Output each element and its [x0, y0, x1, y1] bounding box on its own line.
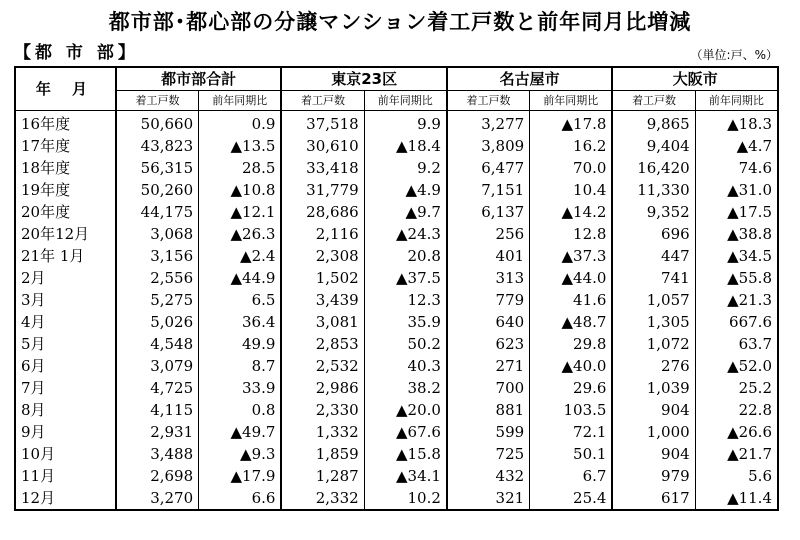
yoy-cell: 12.3: [364, 289, 447, 311]
table-row: [15, 289, 778, 311]
starts-cell: 1,039: [612, 377, 695, 399]
starts-cell: 2,853: [281, 333, 364, 355]
starts-cell: 11,330: [612, 179, 695, 201]
yoy-cell: 0.9: [199, 111, 282, 136]
starts-cell: 28,686: [281, 201, 364, 223]
starts-cell: 3,488: [116, 443, 199, 465]
yoy-cell: ▲34.5: [695, 245, 778, 267]
yoy-header: 前年同期比: [364, 91, 447, 111]
table-row: [15, 201, 778, 223]
yoy-cell: 50.2: [364, 333, 447, 355]
starts-cell: 904: [612, 443, 695, 465]
starts-cell: 30,610: [281, 135, 364, 157]
starts-cell: 31,779: [281, 179, 364, 201]
starts-cell: 9,352: [612, 201, 695, 223]
table-row: [15, 179, 778, 201]
starts-cell: 2,308: [281, 245, 364, 267]
yoy-cell: 49.9: [199, 333, 282, 355]
yoy-cell: 9.2: [364, 157, 447, 179]
table-row: [15, 111, 778, 136]
table-row: [15, 377, 778, 399]
table-body: [15, 111, 778, 511]
yoy-cell: ▲12.1: [199, 201, 282, 223]
starts-cell: 1,287: [281, 465, 364, 487]
starts-cell: 9,404: [612, 135, 695, 157]
period-cell: 20年12月: [21, 225, 90, 243]
yoy-cell: ▲9.3: [199, 443, 282, 465]
yoy-cell: 25.4: [530, 487, 613, 510]
starts-cell: 50,260: [116, 179, 199, 201]
period-cell: 10月: [21, 445, 56, 463]
yoy-cell: ▲18.3: [695, 111, 778, 136]
starts-header: 着工戸数: [116, 91, 199, 111]
starts-cell: 6,477: [447, 157, 530, 179]
starts-cell: 1,072: [612, 333, 695, 355]
yoy-cell: 29.6: [530, 377, 613, 399]
period-cell: 3月: [21, 291, 46, 309]
yoy-cell: 40.3: [364, 355, 447, 377]
yoy-cell: ▲38.8: [695, 223, 778, 245]
yoy-cell: 41.6: [530, 289, 613, 311]
starts-cell: 3,156: [116, 245, 199, 267]
starts-cell: 16,420: [612, 157, 695, 179]
yoy-cell: ▲17.9: [199, 465, 282, 487]
starts-cell: 4,725: [116, 377, 199, 399]
yoy-cell: 9.9: [364, 111, 447, 136]
page-title: 都市部･都心部の分譲マンション着工戸数と前年同月比増減: [108, 10, 692, 34]
table-row: [15, 223, 778, 245]
period-cell: 2月: [21, 269, 46, 287]
starts-cell: 1,305: [612, 311, 695, 333]
starts-cell: 725: [447, 443, 530, 465]
yoy-cell: 10.4: [530, 179, 613, 201]
yoy-cell: ▲37.3: [530, 245, 613, 267]
starts-cell: 2,116: [281, 223, 364, 245]
yoy-cell: ▲17.5: [695, 201, 778, 223]
starts-cell: 3,270: [116, 487, 199, 510]
table-row: [15, 487, 778, 510]
yoy-cell: ▲52.0: [695, 355, 778, 377]
yoy-cell: ▲24.3: [364, 223, 447, 245]
section-label: 【都 市 部】: [14, 43, 139, 63]
table-row: [15, 465, 778, 487]
yoy-cell: ▲20.0: [364, 399, 447, 421]
starts-cell: 321: [447, 487, 530, 510]
yoy-cell: 22.8: [695, 399, 778, 421]
starts-cell: 432: [447, 465, 530, 487]
starts-cell: 2,986: [281, 377, 364, 399]
starts-cell: 1,057: [612, 289, 695, 311]
table-row: [15, 355, 778, 377]
starts-cell: 5,026: [116, 311, 199, 333]
table-row: [15, 399, 778, 421]
starts-cell: 276: [612, 355, 695, 377]
starts-cell: 43,823: [116, 135, 199, 157]
yoy-cell: 72.1: [530, 421, 613, 443]
yoy-cell: ▲34.1: [364, 465, 447, 487]
table-row: [15, 333, 778, 355]
period-cell: 11月: [21, 467, 56, 485]
table-row: [15, 135, 778, 157]
starts-cell: 3,809: [447, 135, 530, 157]
yoy-cell: ▲40.0: [530, 355, 613, 377]
starts-cell: 2,330: [281, 399, 364, 421]
starts-cell: 56,315: [116, 157, 199, 179]
starts-cell: 1,000: [612, 421, 695, 443]
period-cell: 19年度: [21, 181, 71, 199]
starts-cell: 7,151: [447, 179, 530, 201]
yoy-cell: ▲9.7: [364, 201, 447, 223]
starts-cell: 37,518: [281, 111, 364, 136]
starts-cell: 700: [447, 377, 530, 399]
starts-cell: 2,698: [116, 465, 199, 487]
period-cell: 21年 1月: [21, 247, 85, 265]
yoy-cell: 33.9: [199, 377, 282, 399]
yoy-cell: ▲26.3: [199, 223, 282, 245]
region-header-osaka: 大阪市: [612, 67, 778, 91]
period-cell: 20年度: [21, 203, 71, 221]
starts-cell: 3,277: [447, 111, 530, 136]
yoy-cell: 10.2: [364, 487, 447, 510]
yoy-cell: 38.2: [364, 377, 447, 399]
yoy-cell: ▲14.2: [530, 201, 613, 223]
table-row: [15, 267, 778, 289]
table-row: [15, 443, 778, 465]
starts-cell: 2,931: [116, 421, 199, 443]
starts-cell: 881: [447, 399, 530, 421]
yoy-cell: 70.0: [530, 157, 613, 179]
region-header-urban-total: 都市部合計: [116, 67, 282, 91]
period-cell: 16年度: [21, 115, 71, 133]
yoy-cell: ▲4.9: [364, 179, 447, 201]
yoy-cell: ▲15.8: [364, 443, 447, 465]
yoy-cell: ▲67.6: [364, 421, 447, 443]
period-cell: 9月: [21, 423, 46, 441]
starts-cell: 256: [447, 223, 530, 245]
yoy-cell: 6.5: [199, 289, 282, 311]
yoy-cell: 28.5: [199, 157, 282, 179]
period-cell: 18年度: [21, 159, 71, 177]
yoy-cell: ▲4.7: [695, 135, 778, 157]
starts-cell: 640: [447, 311, 530, 333]
yoy-cell: 25.2: [695, 377, 778, 399]
yoy-cell: ▲21.3: [695, 289, 778, 311]
yoy-cell: 35.9: [364, 311, 447, 333]
yoy-header: 前年同期比: [695, 91, 778, 111]
starts-cell: 779: [447, 289, 530, 311]
starts-cell: 271: [447, 355, 530, 377]
starts-cell: 2,532: [281, 355, 364, 377]
starts-cell: 904: [612, 399, 695, 421]
table-row: [15, 157, 778, 179]
yoy-cell: 103.5: [530, 399, 613, 421]
header-row-regions: [15, 67, 778, 91]
yoy-cell: 12.8: [530, 223, 613, 245]
housing-starts-table: [14, 66, 779, 511]
period-cell: 4月: [21, 313, 46, 331]
starts-cell: 3,081: [281, 311, 364, 333]
unit-note: （単位:戸、%）: [690, 48, 778, 62]
starts-cell: 2,332: [281, 487, 364, 510]
yoy-header: 前年同期比: [530, 91, 613, 111]
yoy-cell: 20.8: [364, 245, 447, 267]
region-header-nagoya: 名古屋市: [447, 67, 613, 91]
yoy-cell: ▲21.7: [695, 443, 778, 465]
period-cell: 8月: [21, 401, 46, 419]
yoy-cell: ▲55.8: [695, 267, 778, 289]
yoy-cell: ▲31.0: [695, 179, 778, 201]
table-row: [15, 245, 778, 267]
yoy-header: 前年同期比: [199, 91, 282, 111]
region-header-tokyo23: 東京23区: [281, 67, 447, 91]
period-cell: 5月: [21, 335, 46, 353]
yoy-cell: ▲11.4: [695, 487, 778, 510]
starts-cell: 44,175: [116, 201, 199, 223]
starts-cell: 599: [447, 421, 530, 443]
starts-cell: 9,865: [612, 111, 695, 136]
starts-cell: 3,079: [116, 355, 199, 377]
yoy-cell: 0.8: [199, 399, 282, 421]
starts-cell: 6,137: [447, 201, 530, 223]
yoy-cell: ▲44.9: [199, 267, 282, 289]
yoy-cell: ▲44.0: [530, 267, 613, 289]
yoy-cell: 50.1: [530, 443, 613, 465]
starts-cell: 2,556: [116, 267, 199, 289]
year-month-header: 年 月: [15, 67, 116, 111]
yoy-cell: ▲26.6: [695, 421, 778, 443]
starts-cell: 33,418: [281, 157, 364, 179]
starts-cell: 401: [447, 245, 530, 267]
yoy-cell: 29.8: [530, 333, 613, 355]
yoy-cell: 667.6: [695, 311, 778, 333]
starts-cell: 3,068: [116, 223, 199, 245]
yoy-cell: 6.6: [199, 487, 282, 510]
starts-cell: 4,548: [116, 333, 199, 355]
yoy-cell: ▲10.8: [199, 179, 282, 201]
starts-cell: 1,859: [281, 443, 364, 465]
yoy-cell: 8.7: [199, 355, 282, 377]
starts-cell: 696: [612, 223, 695, 245]
starts-cell: 4,115: [116, 399, 199, 421]
starts-cell: 1,502: [281, 267, 364, 289]
starts-cell: 5,275: [116, 289, 199, 311]
starts-header: 着工戸数: [612, 91, 695, 111]
period-cell: 12月: [21, 489, 56, 507]
yoy-cell: 16.2: [530, 135, 613, 157]
yoy-cell: ▲48.7: [530, 311, 613, 333]
period-cell: 17年度: [21, 137, 71, 155]
table-row: [15, 311, 778, 333]
yoy-cell: ▲2.4: [199, 245, 282, 267]
starts-cell: 741: [612, 267, 695, 289]
yoy-cell: 6.7: [530, 465, 613, 487]
starts-cell: 50,660: [116, 111, 199, 136]
header-row-metrics: [15, 91, 778, 111]
table-row: [15, 421, 778, 443]
starts-header: 着工戸数: [447, 91, 530, 111]
yoy-cell: 5.6: [695, 465, 778, 487]
starts-cell: 3,439: [281, 289, 364, 311]
starts-cell: 617: [612, 487, 695, 510]
period-cell: 6月: [21, 357, 46, 375]
starts-cell: 313: [447, 267, 530, 289]
yoy-cell: ▲17.8: [530, 111, 613, 136]
yoy-cell: ▲37.5: [364, 267, 447, 289]
yoy-cell: 74.6: [695, 157, 778, 179]
period-cell: 7月: [21, 379, 46, 397]
yoy-cell: ▲49.7: [199, 421, 282, 443]
starts-cell: 623: [447, 333, 530, 355]
yoy-cell: 36.4: [199, 311, 282, 333]
yoy-cell: 63.7: [695, 333, 778, 355]
starts-cell: 1,332: [281, 421, 364, 443]
starts-header: 着工戸数: [281, 91, 364, 111]
starts-cell: 447: [612, 245, 695, 267]
yoy-cell: ▲13.5: [199, 135, 282, 157]
yoy-cell: ▲18.4: [364, 135, 447, 157]
starts-cell: 979: [612, 465, 695, 487]
